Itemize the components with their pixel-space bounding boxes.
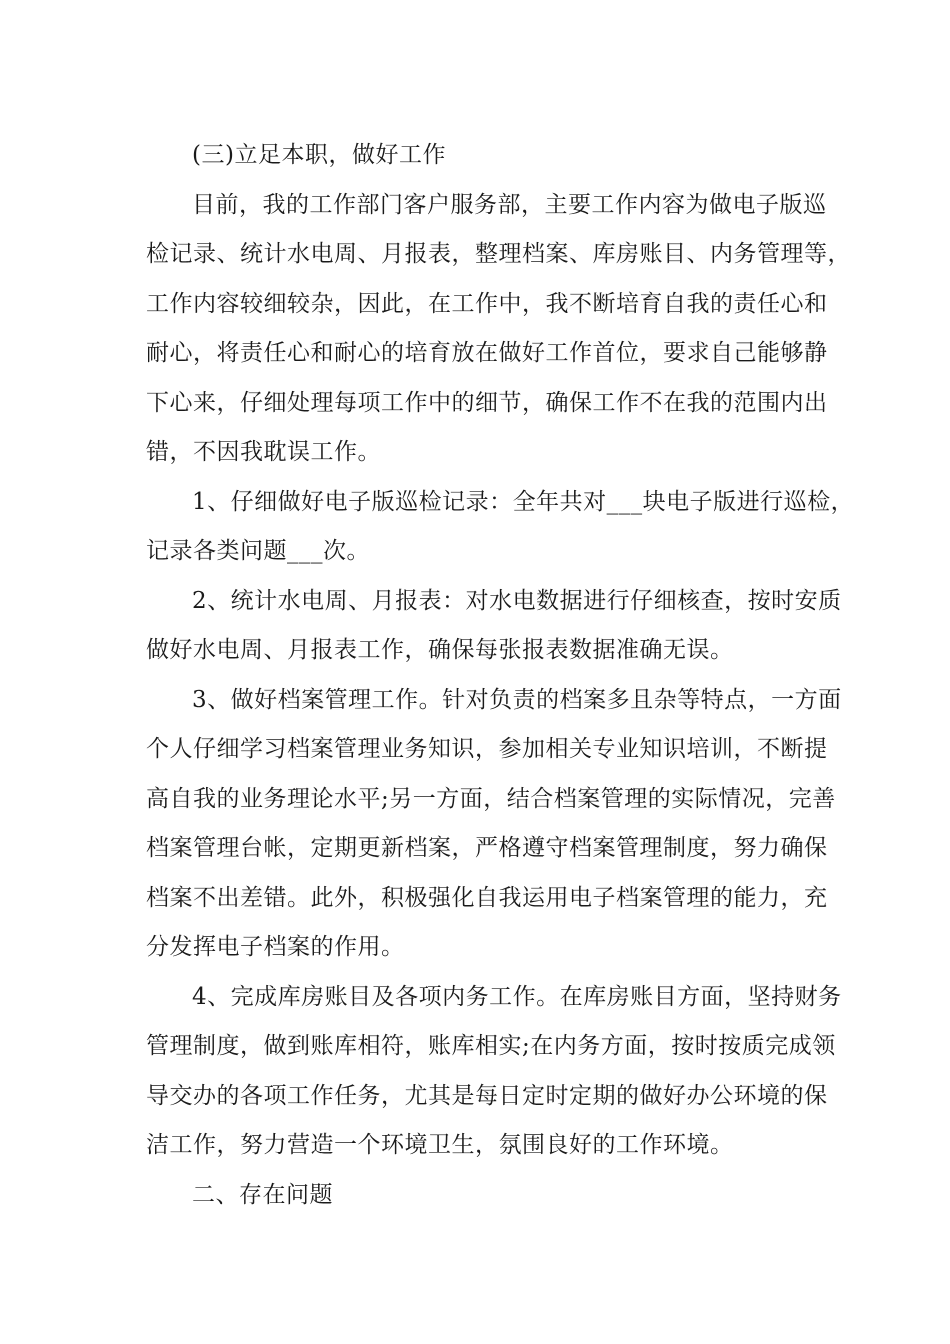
text-line: 1、仔细做好电子版巡检记录：全年共对___块电子版进行巡检， <box>192 488 855 515</box>
text-line: 导交办的各项工作任务，尤其是每日定时定期的做好办公环境的保 <box>146 1082 828 1109</box>
text-line: 档案管理台帐，定期更新档案，严格遵守档案管理制度，努力确保 <box>146 835 828 861</box>
text-line: 3、做好档案管理工作。针对负责的档案多且杂等特点，一方面 <box>192 686 842 713</box>
text-line: 做好水电周、月报表工作，确保每张报表数据准确无误。 <box>146 637 734 663</box>
text-line: 记录各类问题___次。 <box>146 538 370 564</box>
section-heading-issues <box>146 1171 834 1221</box>
text-line: 下心来，仔细处理每项工作中的细节，确保工作不在我的范围内出 <box>146 389 828 416</box>
text-line: 管理制度，做到账库相符，账库相实;在内务方面，按时按质完成领 <box>146 1033 836 1059</box>
text-line: 工作内容较细较杂，因此，在工作中，我不断培育自我的责任心和 <box>146 290 828 317</box>
text-line: 个人仔细学习档案管理业务知识，参加相关专业知识培训，不断提 <box>146 736 828 762</box>
text-line: 错，不因我耽误工作。 <box>146 439 381 465</box>
text-line: 分发挥电子档案的作用。 <box>146 934 405 960</box>
paragraph-item-2 <box>146 577 842 676</box>
text-line: 耐心，将责任心和耐心的培育放在做好工作首位，要求自己能够静 <box>146 340 828 366</box>
text-line: 高自我的业务理论水平;另一方面，结合档案管理的实际情况，完善 <box>146 785 836 812</box>
paragraph-item-4 <box>146 973 842 1171</box>
document-body <box>146 131 855 1220</box>
text-line: 洁工作，努力营造一个环境卫生，氛围良好的工作环境。 <box>146 1132 734 1158</box>
text-line: 档案不出差错。此外，积极强化自我运用电子档案管理的能力，充 <box>146 884 828 911</box>
text-line: 4、完成库房账目及各项内务工作。在库房账目方面，坚持财务 <box>192 983 842 1010</box>
text-line: (三)立足本职，做好工作 <box>192 142 446 168</box>
text-line: 目前，我的工作部门客户服务部，主要工作内容为做电子版巡 <box>192 191 827 218</box>
text-line: 2、统计水电周、月报表：对水电数据进行仔细核查，按时安质 <box>192 587 842 614</box>
paragraph-intro <box>146 181 851 478</box>
paragraph-item-3 <box>146 676 842 973</box>
text-line: 检记录、统计水电周、月报表，整理档案、库房账目、内务管理等， <box>146 241 851 267</box>
text-line: 二、存在问题 <box>192 1181 333 1208</box>
paragraph-item-1 <box>146 478 855 577</box>
section-heading <box>146 131 834 181</box>
